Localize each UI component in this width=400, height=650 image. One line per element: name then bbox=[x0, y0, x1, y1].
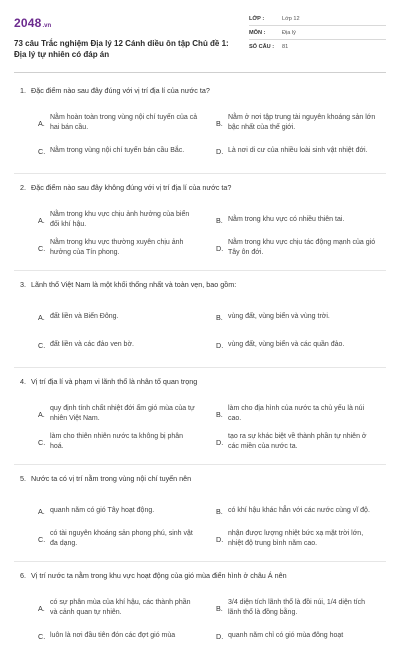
option-d[interactable] bbox=[216, 428, 386, 456]
option-d[interactable] bbox=[216, 234, 386, 262]
option-letter: C. bbox=[38, 437, 46, 447]
option-letter: B. bbox=[216, 409, 223, 419]
meta-label: SỐ CÂU : bbox=[248, 44, 275, 50]
question-text: Vị trí địa lí và phạm vi lãnh thổ là nhân tố quan trọng bbox=[31, 377, 198, 386]
option-text: luôn là nơi đầu tiên đón các đợt gió mùa bbox=[50, 632, 176, 639]
option-letter: B. bbox=[216, 603, 223, 613]
option-a[interactable] bbox=[38, 303, 208, 331]
option-text: Nằm trong khu vực chịu ảnh hưởng của biển đối khí hậu. bbox=[50, 211, 190, 228]
option-c[interactable] bbox=[38, 525, 208, 553]
option-text: nhận được lượng nhiệt bức xạ mặt trời lớn, nhiệt độ trung bình năm cao. bbox=[228, 530, 364, 547]
option-text: 3/4 diện tích lãnh thổ là đồi núi, 1/4 diện tích lãnh thổ là đồng bằng. bbox=[228, 599, 365, 616]
option-c[interactable] bbox=[38, 234, 208, 262]
option-text: vùng đất, vùng biển và các quần đảo. bbox=[228, 341, 345, 348]
option-d[interactable] bbox=[216, 525, 386, 553]
meta-value: Lớp 12 bbox=[281, 15, 300, 22]
question-4 bbox=[14, 376, 386, 465]
options bbox=[14, 497, 386, 553]
header bbox=[14, 12, 386, 64]
question-text: Đặc điểm nào sau đây không đúng với vị trí địa lí của nước ta? bbox=[31, 183, 232, 192]
question-number: 2. bbox=[20, 183, 26, 192]
question-stem bbox=[14, 182, 386, 206]
option-text: tạo ra sự khác biệt về thành phần tự nhiên ở các miền của nước ta. bbox=[228, 433, 367, 450]
option-text: quanh năm có gió Tây hoạt động. bbox=[50, 507, 155, 514]
meta-question-count bbox=[249, 40, 386, 54]
option-text: quanh năm chỉ có gió mùa đông hoạt bbox=[228, 632, 344, 639]
options bbox=[14, 206, 386, 262]
options bbox=[14, 109, 386, 165]
option-text: Nằm hoàn toàn trong vùng nội chí tuyến của cả hai bán cầu. bbox=[50, 114, 198, 131]
option-letter: D. bbox=[216, 437, 224, 447]
option-c[interactable] bbox=[38, 428, 208, 456]
option-text: Là nơi di cư của nhiều loài sinh vật nhiệt đới. bbox=[228, 147, 368, 154]
option-letter: A. bbox=[38, 409, 45, 419]
question-6 bbox=[14, 570, 386, 650]
option-text: Nằm trong khu vực chịu tác động mạnh của gió Tây ôn đới. bbox=[228, 239, 376, 256]
option-letter: C. bbox=[38, 340, 46, 350]
option-b[interactable] bbox=[216, 400, 386, 428]
option-b[interactable] bbox=[216, 109, 386, 137]
question-number: 1. bbox=[20, 86, 26, 95]
options bbox=[14, 400, 386, 456]
meta-label: LỚP : bbox=[248, 15, 265, 22]
option-b[interactable] bbox=[216, 594, 386, 622]
option-letter: B. bbox=[216, 312, 223, 322]
question-divider bbox=[14, 367, 386, 368]
option-c[interactable] bbox=[38, 331, 208, 359]
question-divider bbox=[14, 270, 386, 271]
option-letter: D. bbox=[216, 340, 224, 350]
option-letter: D. bbox=[216, 146, 224, 156]
question-text: Nước ta có vị trí nằm trong vùng nội chí tuyến nên bbox=[31, 474, 192, 483]
option-letter: D. bbox=[216, 631, 224, 641]
option-text: đất liền và Biển Đông. bbox=[50, 313, 119, 320]
document-title-line-2: Địa lý tự nhiên có đáp án bbox=[14, 49, 110, 59]
option-letter: B. bbox=[216, 215, 223, 225]
header-left bbox=[14, 12, 249, 60]
option-a[interactable] bbox=[38, 400, 208, 428]
option-letter: A. bbox=[38, 506, 45, 516]
option-letter: A. bbox=[38, 312, 45, 322]
question-list bbox=[14, 85, 386, 650]
option-letter: B. bbox=[216, 506, 223, 516]
option-text: có tài nguyên khoáng sản phong phú, sinh vật đa dạng. bbox=[50, 530, 193, 547]
question-stem bbox=[14, 570, 386, 594]
option-letter: D. bbox=[216, 243, 224, 253]
question-divider bbox=[14, 464, 386, 465]
option-text: có khí hậu khác hẳn với các nước cùng vĩ độ. bbox=[228, 507, 370, 514]
meta-subject bbox=[249, 26, 386, 40]
meta-class bbox=[249, 12, 386, 26]
options bbox=[14, 594, 386, 650]
question-3 bbox=[14, 279, 386, 368]
document-title bbox=[14, 39, 249, 60]
option-letter: C. bbox=[38, 243, 46, 253]
option-text: Nằm trong khu vực thường xuyên chịu ảnh hưởng của Tín phong. bbox=[50, 239, 184, 256]
option-a[interactable] bbox=[38, 594, 208, 622]
logo-domain: .vn bbox=[42, 23, 52, 29]
option-text: đất liền và các đảo ven bờ. bbox=[50, 341, 134, 348]
question-stem bbox=[14, 376, 386, 400]
question-stem bbox=[14, 85, 386, 109]
question-divider bbox=[14, 173, 386, 174]
option-letter: A. bbox=[38, 603, 45, 613]
option-b[interactable] bbox=[216, 303, 386, 331]
option-d[interactable] bbox=[216, 331, 386, 359]
option-a[interactable] bbox=[38, 497, 208, 525]
document-title-line-1: 73 câu Trắc nghiệm Địa lý 12 Cánh diều ôn tập Chủ đề 1: bbox=[14, 39, 229, 48]
question-text: Đặc điểm nào sau đây đúng với vị trí địa lí của nước ta? bbox=[31, 86, 210, 95]
meta-label: MÔN : bbox=[248, 29, 266, 36]
question-number: 6. bbox=[20, 571, 26, 580]
question-5 bbox=[14, 473, 386, 562]
option-letter: C. bbox=[38, 146, 46, 156]
option-c[interactable] bbox=[38, 137, 208, 165]
meta-value: 81 bbox=[281, 44, 289, 50]
question-2 bbox=[14, 182, 386, 271]
option-text: có sự phân mùa của khí hậu, các thành phần và cảnh quan tự nhiên. bbox=[50, 599, 191, 616]
option-b[interactable] bbox=[216, 497, 386, 525]
question-text: Vị trí nước ta nằm trong khu vực hoạt động của gió mùa điển hình ở châu Á nên bbox=[31, 571, 287, 580]
option-d[interactable] bbox=[216, 622, 386, 650]
option-a[interactable] bbox=[38, 206, 208, 234]
option-letter: B. bbox=[216, 118, 223, 128]
meta-value: Địa lý bbox=[281, 29, 296, 36]
option-text: Nằm trong khu vực có nhiều thiên tai. bbox=[228, 216, 345, 223]
question-number: 3. bbox=[20, 280, 26, 289]
option-text: làm cho thiên nhiên nước ta không bị phân hoá. bbox=[50, 433, 184, 450]
option-letter: A. bbox=[38, 215, 45, 225]
option-letter: C. bbox=[38, 631, 46, 641]
option-text: quy định tính chất nhiệt đới ẩm gió mùa của tự nhiên Việt Nam. bbox=[50, 405, 195, 422]
option-text: làm cho địa hình của nước ta chủ yếu là núi cao. bbox=[228, 405, 365, 422]
question-stem bbox=[14, 473, 386, 497]
option-letter: D. bbox=[216, 534, 224, 544]
site-logo[interactable] bbox=[14, 16, 249, 30]
question-number: 4. bbox=[20, 377, 26, 386]
option-d[interactable] bbox=[216, 137, 386, 165]
option-letter: C. bbox=[38, 534, 46, 544]
options bbox=[14, 303, 386, 359]
question-number: 5. bbox=[20, 474, 26, 483]
question-divider bbox=[14, 561, 386, 562]
option-a[interactable] bbox=[38, 109, 208, 137]
option-letter: A. bbox=[38, 118, 45, 128]
option-text: Nằm ở nơi tập trung tài nguyên khoáng sản lớn bậc nhất của thế giới. bbox=[228, 114, 376, 131]
question-text: Lãnh thổ Việt Nam là một khối thống nhất và toàn vẹn, bao gồm: bbox=[31, 280, 237, 289]
question-stem bbox=[14, 279, 386, 303]
option-b[interactable] bbox=[216, 206, 386, 234]
document-meta bbox=[249, 12, 386, 54]
question-1 bbox=[14, 85, 386, 174]
option-c[interactable] bbox=[38, 622, 208, 650]
logo-text: 2048 bbox=[14, 16, 42, 30]
option-text: Nằm trong vùng nội chí tuyến bán cầu Bắc. bbox=[50, 147, 185, 154]
option-text: vùng đất, vùng biển và vùng trời. bbox=[228, 313, 330, 320]
header-divider bbox=[14, 72, 386, 73]
